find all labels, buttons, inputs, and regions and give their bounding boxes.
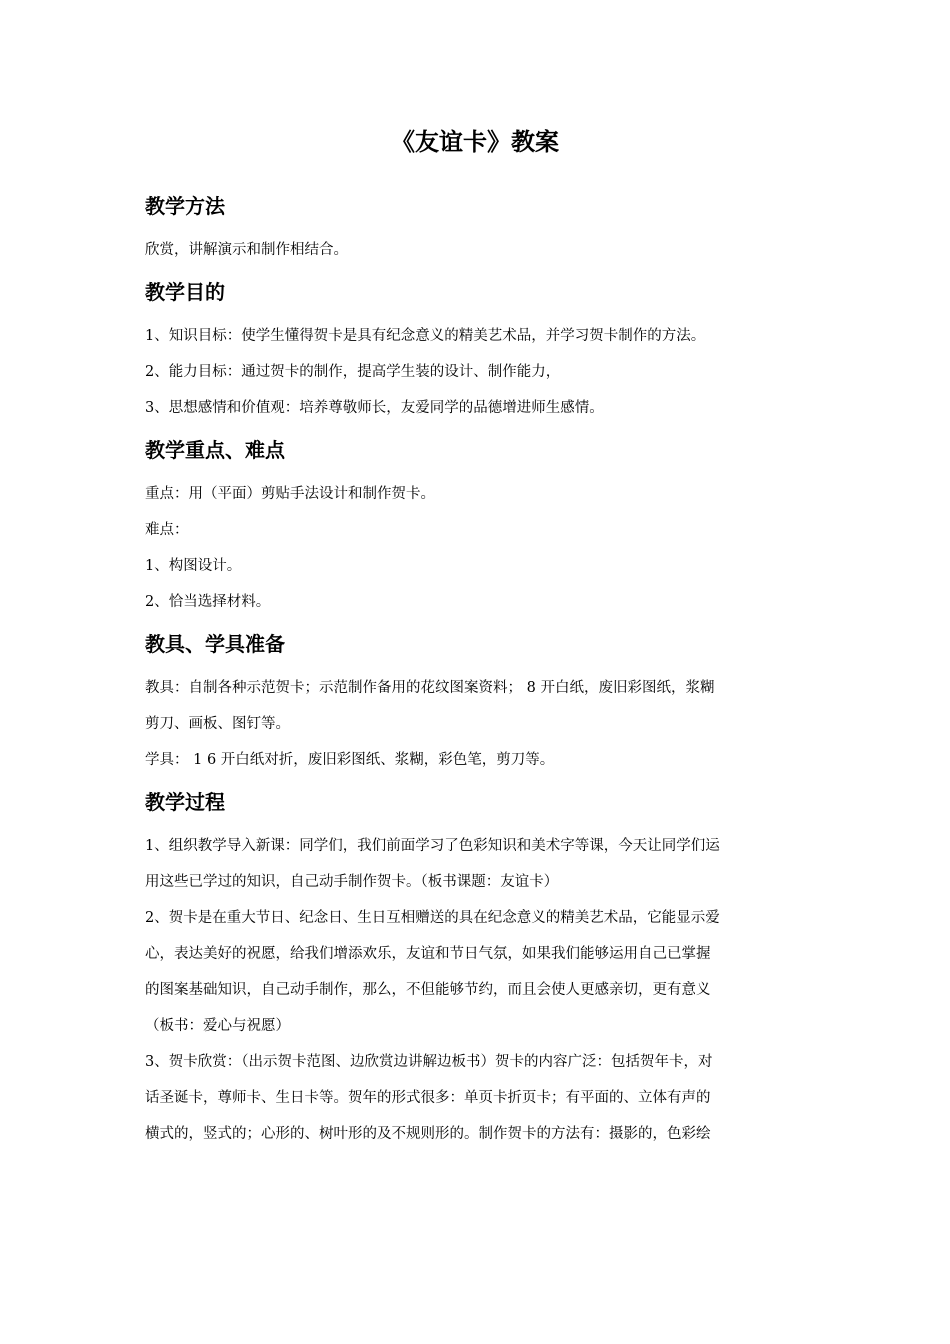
section-heading: 教学方法 <box>145 194 225 218</box>
paragraph-line: 3、贺卡欣赏：（出示贺卡范图、边欣赏边讲解边板书）贺卡的内容广泛：包括贺年卡，对 <box>145 1054 713 1070</box>
paragraph-line: 1、组织教学导入新课：同学们，我们前面学习了色彩知识和美术字等课，今天让同学们运 <box>145 838 720 854</box>
paragraph-line: 2、能力目标：通过贺卡的制作，提高学生装的设计、制作能力， <box>145 364 561 380</box>
paragraph-line: 横式的，竖式的；心形的、树叶形的及不规则形的。制作贺卡的方法有：摄影的，色彩绘 <box>145 1126 711 1142</box>
section-teaching-process <box>145 786 807 1152</box>
paragraph-line: 心，表达美好的祝愿，给我们增添欢乐，友谊和节日气氛，如果我们能够运用自己已掌握 <box>145 946 711 962</box>
paragraph-line: 教具：自制各种示范贺卡；示范制作备用的花纹图案资料； 8 开白纸，废旧彩图纸，浆糊 <box>145 680 715 696</box>
section-materials <box>145 628 807 778</box>
paragraph-line: 2、贺卡是在重大节日、纪念日、生日互相赠送的具在纪念意义的精美艺术品，它能显示爱 <box>145 910 720 926</box>
paragraph-line: 学具： 1 6 开白纸对折，废旧彩图纸、浆糊，彩色笔，剪刀等。 <box>145 752 555 768</box>
paragraph-line: 用这些已学过的知识，自己动手制作贺卡。（板书课题：友谊卡） <box>145 874 559 890</box>
paragraph-line: 重点：用（平面）剪贴手法设计和制作贺卡。 <box>145 486 435 502</box>
paragraph-line: 剪刀、画板、图钉等。 <box>145 716 290 732</box>
paragraph-line: 3、思想感情和价值观：培养尊敬师长，友爱同学的品德增进师生感情。 <box>145 400 604 416</box>
paragraph-line: 欣赏，讲解演示和制作相结合。 <box>145 242 348 258</box>
section-heading: 教学重点、难点 <box>145 438 285 462</box>
paragraph-line: 1、构图设计。 <box>145 558 242 574</box>
section-key-points <box>145 434 807 620</box>
section-heading: 教具、学具准备 <box>145 632 285 656</box>
paragraph-line: 的图案基础知识，自己动手制作，那么，不但能够节约，而且会使人更感亲切，更有意义 <box>145 982 711 998</box>
document-body <box>145 190 807 1152</box>
page-title: 《友谊卡》教案 <box>391 128 559 156</box>
paragraph-line: （板书：爱心与祝愿） <box>145 1018 290 1034</box>
paragraph-line: 话圣诞卡，尊师卡、生日卡等。贺年的形式很多：单页卡折页卡；有平面的、立体有声的 <box>145 1090 711 1106</box>
section-heading: 教学目的 <box>145 280 225 304</box>
section-heading: 教学过程 <box>145 790 225 814</box>
paragraph-line: 1、知识目标：使学生懂得贺卡是具有纪念意义的精美艺术品，并学习贺卡制作的方法。 <box>145 328 706 344</box>
paragraph-line: 2、恰当选择材料。 <box>145 594 271 610</box>
paragraph-line: 难点： <box>145 522 189 538</box>
section-teaching-method <box>145 190 807 268</box>
section-teaching-goals <box>145 276 807 426</box>
